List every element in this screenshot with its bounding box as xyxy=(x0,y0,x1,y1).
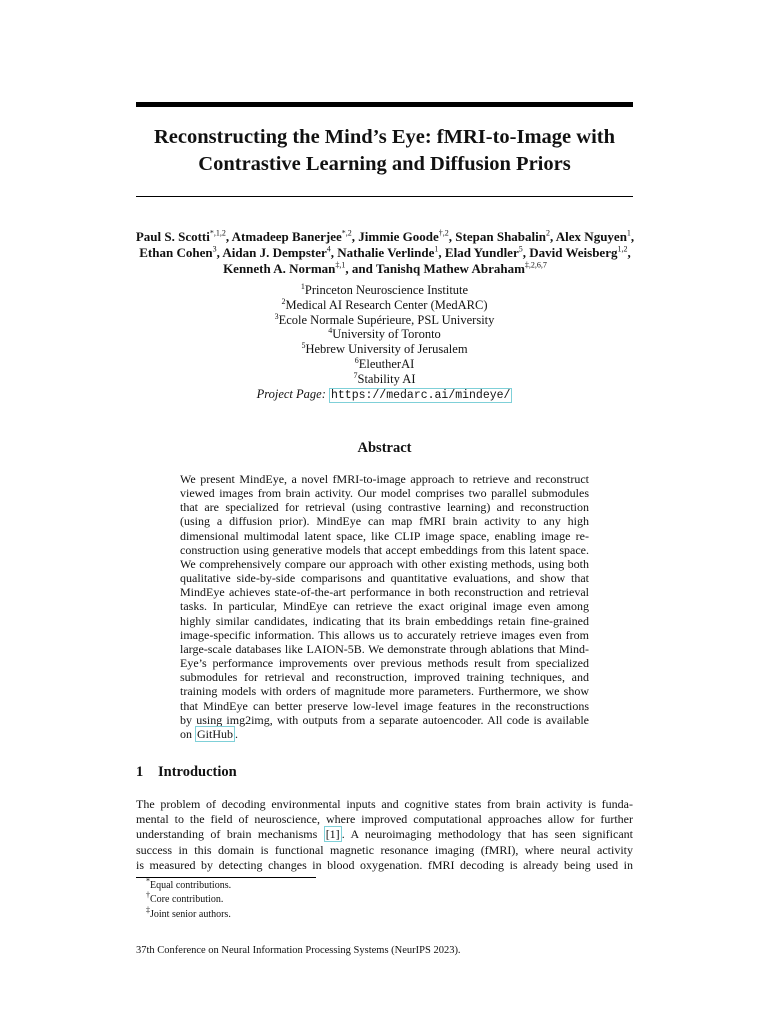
abstract-line: We present MindEye, a novel fMRI-to-image approach to retrieve and reconstruct xyxy=(180,472,589,486)
abstract-last-line: on GitHub . xyxy=(180,726,238,741)
author-name: Aidan J. Dempster xyxy=(222,245,327,260)
affiliation xyxy=(136,313,633,328)
author-separator: , and xyxy=(345,261,376,276)
abstract-line: Eye’s performance improvements over previous methods result from specialized xyxy=(180,656,589,671)
abstract-line: that are specialized for retrieval (using contrastive learning) and reconstruction xyxy=(180,500,589,515)
author-separator: , xyxy=(549,229,556,244)
author-separator: , xyxy=(351,229,359,244)
author-separator: , xyxy=(438,245,445,260)
github-link[interactable]: GitHub xyxy=(197,726,233,741)
title-line-2: Contrastive Learning and Diffusion Priors xyxy=(198,153,571,175)
abstract-line: training models with orders of magnitude more parameters. Furthermore, we show xyxy=(180,684,589,699)
intro-line: The problem of decoding environmental inputs and cognitive states from brain activity is funda- xyxy=(136,797,633,811)
author-name: Alex Nguyen xyxy=(555,229,627,244)
affiliation-name: University of Toronto xyxy=(332,327,441,342)
affiliation-name: Princeton Neuroscience Institute xyxy=(304,283,469,297)
affiliation-number: 5 xyxy=(301,341,306,351)
author-marks: †,2 xyxy=(438,228,449,238)
footnote-text: Equal contributions. xyxy=(150,880,232,891)
project-page-link[interactable]: https://medarc.ai/mindeye/ xyxy=(331,388,511,402)
author-list xyxy=(120,229,650,277)
affiliation-number: 6 xyxy=(354,355,359,365)
affiliations xyxy=(136,283,633,403)
affiliation-number: 7 xyxy=(353,370,358,380)
affiliation-name: Ecole Normale Supérieure, PSL University xyxy=(278,312,495,327)
author-marks: 2 xyxy=(545,228,550,238)
title-line-1: Reconstructing the Mind’s Eye: fMRI-to-Image with xyxy=(154,126,615,148)
footnote-mark: ‡ xyxy=(146,905,150,915)
abstract-line: dimensional multimodal latent space, like CLIP image space, enabling image re- xyxy=(180,528,589,543)
intro-line: is measured by detecting changes in blood oxygenation. fMRI decoding is already being used in xyxy=(136,857,633,872)
author-name: Elad Yundler xyxy=(444,245,519,260)
abstract-line: that MindEye can better preserve low-level image features in the reconstructions xyxy=(180,698,589,713)
abstract-body xyxy=(180,472,589,741)
affiliation-name: Hebrew University of Jerusalem xyxy=(305,342,468,357)
project-page-label: Project Page: xyxy=(256,386,326,401)
abstract-line: highly similar candidates, indicating that its brain embeddings retain fine-grained xyxy=(180,613,589,628)
affiliation xyxy=(136,342,633,357)
author-name: Jimmie Goode xyxy=(358,229,439,244)
abstract-line: construction using generative models that accept embeddings from this latent space. xyxy=(180,542,589,557)
project-page-line xyxy=(136,387,633,404)
affiliation xyxy=(136,283,633,298)
intro-paragraph xyxy=(136,797,633,873)
author-separator: , xyxy=(330,245,338,260)
footnote xyxy=(146,905,231,922)
author-marks: 1 xyxy=(434,244,439,254)
author-line xyxy=(120,229,650,245)
author-separator: , xyxy=(216,245,223,260)
author-marks: 1,2 xyxy=(617,244,628,254)
abstract-line: We comprehensively compare our approach with other existing methods, using both xyxy=(180,556,589,571)
citation-link[interactable]: [1] xyxy=(325,827,340,842)
author-marks: ‡,1 xyxy=(335,260,346,270)
author-marks: 4 xyxy=(326,244,331,254)
conference-note: 37th Conference on Neural Information Processing Systems (NeurIPS 2023). xyxy=(136,945,461,956)
abstract-heading: Abstract xyxy=(357,440,412,456)
author-separator: , xyxy=(522,245,530,260)
title-bottom-rule xyxy=(136,196,633,197)
affiliation-name: Stability AI xyxy=(357,371,416,386)
affiliation-name: EleutherAI xyxy=(358,356,415,371)
author-name: Stepan Shabalin xyxy=(455,229,546,244)
abstract-line: MindEye achieves state-of-the-art performance in both reconstruction and retrieval xyxy=(180,585,589,600)
section-heading xyxy=(136,764,237,781)
author-marks: *,2 xyxy=(341,228,352,238)
author-name: David Weisberg xyxy=(529,245,618,260)
section-number: 1 xyxy=(136,764,144,780)
footnote-rule xyxy=(136,877,316,878)
author-name: Atmadeep Banerjee xyxy=(231,229,342,244)
author-name: Paul S. Scotti xyxy=(135,229,210,244)
footnote-text: Core contribution. xyxy=(150,894,224,906)
footnote-text: Joint senior authors. xyxy=(150,908,231,920)
author-line xyxy=(120,261,650,277)
affiliation xyxy=(136,372,633,387)
abstract-line: image-specific information. This allows us to accurately retrieve images even from xyxy=(180,627,589,642)
author-name: Tanishq Mathew Abraham xyxy=(375,261,525,276)
affiliation xyxy=(136,357,633,372)
footnote xyxy=(146,876,232,893)
author-marks: 3 xyxy=(212,244,217,254)
author-name: Nathalie Verlinde xyxy=(337,245,435,260)
abstract-line: viewed images from brain activity. Our model comprises two parallel submodules xyxy=(180,486,589,501)
affiliation-number: 3 xyxy=(274,311,279,321)
intro-line: mental to the field of neuroscience, where improved computational approaches allow for further xyxy=(136,812,633,827)
section-title: Introduction xyxy=(158,764,237,780)
abstract-line: large-scale databases like LAION-5B. We demonstrate through ablations that Mind- xyxy=(180,641,589,656)
footnote xyxy=(146,893,231,907)
author-separator: , xyxy=(627,245,631,260)
author-name: Kenneth A. Norman xyxy=(223,261,336,276)
author-marks: 5 xyxy=(518,244,523,254)
abstract-line: tasks. In particular, MindEye can retrieve the exact original image even among xyxy=(180,599,589,614)
affiliation-number: 2 xyxy=(281,296,286,306)
footnote-mark: † xyxy=(146,891,150,901)
author-name: Ethan Cohen xyxy=(139,245,213,260)
abstract-line: submodules for retrieval and reconstruction, improved training techniques, and xyxy=(180,670,589,685)
paper-title xyxy=(136,124,633,178)
affiliation-number: 1 xyxy=(300,281,305,291)
affiliation-number: 4 xyxy=(328,326,333,336)
author-separator: , xyxy=(630,229,635,244)
intro-line: success in this domain is functional magnetic resonance imaging (fMRI), where neural activity xyxy=(136,842,633,857)
intro-line-3: understanding of brain mechanisms [1] . A neuroimaging methodology that has seen significant xyxy=(136,827,633,842)
author-separator: , xyxy=(225,229,232,244)
abstract-line: (using a diffusion prior). MindEye can map fMRI brain activity to any high xyxy=(180,514,589,529)
affiliation xyxy=(136,327,633,342)
abstract-line: by using img2img, with outputs from a separate autoencoder. All code is available xyxy=(180,712,589,727)
author-separator: , xyxy=(448,229,456,244)
affiliation xyxy=(136,298,633,313)
author-marks: 1 xyxy=(626,228,631,238)
abstract-line: qualitative side-by-side comparisons and quantitative evaluations, and show that xyxy=(180,571,589,586)
affiliation-name: Medical AI Research Center (MedARC) xyxy=(285,297,488,312)
footnote-mark: * xyxy=(146,876,150,886)
author-marks: *,1,2 xyxy=(209,228,226,238)
title-top-rule xyxy=(136,102,633,107)
footnotes xyxy=(146,876,232,922)
author-marks: ‡,2,6,7 xyxy=(524,260,547,270)
author-line xyxy=(120,245,650,261)
